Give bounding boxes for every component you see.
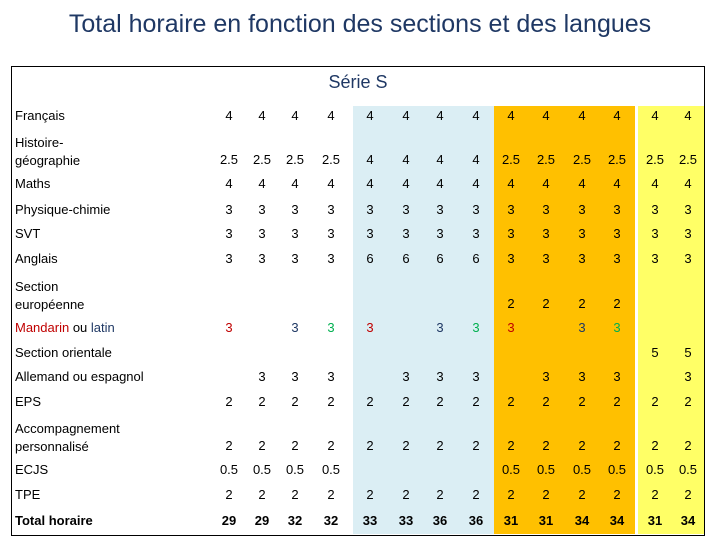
table-cell: 3 [258,202,266,217]
table-cell: 2 [366,487,374,502]
table-cell: 2 [436,394,444,409]
table-cell: 4 [542,176,550,191]
table-cell: 4 [402,176,410,191]
table-cell: 2 [578,296,586,311]
row-label: Français [15,108,65,123]
table-cell: 34 [680,513,696,528]
table-cell: 6 [436,251,444,266]
row-label-line: Histoire- [15,135,64,150]
table-cell: 3 [613,320,621,335]
table-cell: 5 [651,345,659,360]
table-cell: 3 [225,202,233,217]
table-cell: 31 [647,513,663,528]
table-cell: 4 [578,176,586,191]
table-cell: 3 [291,202,299,217]
table-cell: 4 [327,108,335,123]
table-cell: 4 [291,176,299,191]
table-cell: 2 [225,438,233,453]
table-cell: 3 [291,226,299,241]
table-cell: 3 [436,202,444,217]
table-cell: 34 [609,513,625,528]
table-cell: 4 [225,176,233,191]
table-cell: 3 [613,226,621,241]
row-label-line: Section [15,279,59,294]
table-cell: 0.5 [678,462,698,477]
table-cell: 3 [542,251,550,266]
table-cell: 2 [651,487,659,502]
table-cell: 4 [684,108,692,123]
table-cell: 2 [472,394,480,409]
table-cell: 3 [258,369,266,384]
table-cell: 3 [436,320,444,335]
table-cell: 2 [542,438,550,453]
table-cell: 2 [542,487,550,502]
table-cell: 2.5 [252,152,272,167]
table-cell: 6 [472,251,480,266]
table-cell: 4 [613,176,621,191]
table-cell: 32 [323,513,339,528]
table-cell: 2 [402,394,410,409]
table-cell: 4 [225,108,233,123]
row-label [15,319,115,337]
table-cell: 3 [651,226,659,241]
table-cell: 31 [538,513,554,528]
row-label [15,134,80,170]
table-cell: 2 [578,438,586,453]
table-cell: 0.5 [321,462,341,477]
table-cell: 2 [327,438,335,453]
table-cell: 4 [291,108,299,123]
table-cell: 3 [613,369,621,384]
mandarin-label: Mandarin [15,320,70,335]
table-cell: 5 [684,345,692,360]
table-cell: 33 [362,513,378,528]
table-cell: 2 [436,487,444,502]
table-cell: 2 [258,438,266,453]
row-label: Total horaire [15,513,93,528]
table-cell: 4 [258,176,266,191]
table-cell: 2 [684,394,692,409]
ou-label: ou [69,320,91,335]
table-cell: 2 [578,487,586,502]
table-cell: 2 [613,487,621,502]
table-cell: 4 [578,108,586,123]
table-cell: 3 [258,251,266,266]
table-cell: 2 [472,438,480,453]
table-cell: 0.5 [252,462,272,477]
table-cell: 2 [402,487,410,502]
table-cell: 6 [402,251,410,266]
row-label: Section orientale [15,345,112,360]
table-cell: 3 [578,369,586,384]
table-cell: 2 [684,487,692,502]
row-label [15,278,84,314]
table-cell: 2 [507,438,515,453]
table-cell: 4 [651,176,659,191]
table-cell: 2 [436,438,444,453]
table-cell: 32 [287,513,303,528]
table-cell: 3 [366,202,374,217]
table-cell: 3 [366,320,374,335]
table-cell: 3 [472,320,480,335]
table-cell: 3 [651,251,659,266]
row-label: ECJS [15,462,49,477]
row-label: Maths [15,176,51,191]
table-cell: 0.5 [607,462,627,477]
row-label: Anglais [15,251,58,266]
table-cell: 0.5 [536,462,556,477]
table-cell: 2 [225,487,233,502]
table-cell: 2 [327,394,335,409]
table-cell: 3 [542,202,550,217]
table-cell: 36 [432,513,448,528]
table-cell: 2.5 [536,152,556,167]
row-label: Physique-chimie [15,202,111,217]
table-cell: 3 [472,226,480,241]
table-cell: 3 [542,369,550,384]
table-cell: 3 [327,320,335,335]
table-cell: 0.5 [285,462,305,477]
table-cell: 3 [613,251,621,266]
table-cell: 2 [472,487,480,502]
table-cell: 2 [613,296,621,311]
row-label: Allemand ou espagnol [15,369,144,384]
table-cell: 4 [327,176,335,191]
table-cell: 2 [684,438,692,453]
table-cell: 3 [291,320,299,335]
table-cell: 2 [507,296,515,311]
table-cell: 3 [327,202,335,217]
table-cell: 3 [225,226,233,241]
table-cell: 3 [402,202,410,217]
table-cell: 2 [542,394,550,409]
table-cell: 0.5 [219,462,239,477]
row-label: SVT [15,226,41,241]
table-cell: 3 [327,226,335,241]
table-cell: 2 [507,394,515,409]
table-cell: 34 [574,513,590,528]
table-cell: 2.5 [501,152,521,167]
table-cell: 3 [291,369,299,384]
table-cell: 4 [366,108,374,123]
table-cell: 3 [436,226,444,241]
table-cell: 3 [402,226,410,241]
table-cell: 2 [613,438,621,453]
table-cell: 3 [684,202,692,217]
table-cell: 2 [542,296,550,311]
table-cell: 2.5 [678,152,698,167]
table-cell: 2 [291,438,299,453]
table-cell: 3 [507,251,515,266]
table-cell: 29 [254,513,270,528]
table-cell: 4 [436,108,444,123]
table-cell: 4 [436,152,444,167]
table-cell: 2.5 [219,152,239,167]
table-cell: 3 [684,226,692,241]
table-cell: 2 [366,438,374,453]
latin-label: latin [90,320,115,335]
table-cell: 4 [542,108,550,123]
table-cell: 2 [402,438,410,453]
table-cell: 3 [327,251,335,266]
table-cell: 3 [507,226,515,241]
table-cell: 4 [366,152,374,167]
table-cell: 29 [221,513,237,528]
table-cell: 4 [402,108,410,123]
table-cell: 4 [402,152,410,167]
table-cell: 3 [366,226,374,241]
table-cell: 2.5 [645,152,665,167]
table-cell: 4 [651,108,659,123]
serie-heading: Série S [328,72,388,92]
table-cell: 3 [327,369,335,384]
table-cell: 3 [578,251,586,266]
table-cell: 2.5 [607,152,627,167]
table-cell: 3 [402,369,410,384]
table-cell: 3 [472,369,480,384]
table-cell: 2 [651,394,659,409]
table-cell: 2 [507,487,515,502]
table-cell: 4 [472,176,480,191]
table-cell: 4 [436,176,444,191]
table-cell: 2.5 [285,152,305,167]
table-cell: 3 [225,320,233,335]
table-cell: 3 [651,202,659,217]
table-cell: 4 [507,176,515,191]
table-cell: 3 [225,251,233,266]
table-cell: 3 [542,226,550,241]
table-cell: 2 [291,487,299,502]
table-cell: 4 [507,108,515,123]
table-cell: 2 [651,438,659,453]
table-cell: 3 [436,369,444,384]
row-label: EPS [15,394,42,409]
table-cell: 4 [613,108,621,123]
row-label-line: géographie [15,153,81,168]
table-cell: 31 [503,513,519,528]
table-cell: 6 [366,251,374,266]
row-label: TPE [15,487,41,502]
table-cell: 36 [468,513,484,528]
table-cell: 4 [472,108,480,123]
table-cell: 3 [507,202,515,217]
table-cell: 2 [613,394,621,409]
table-cell: 2 [578,394,586,409]
table-cell: 0.5 [572,462,592,477]
table-cell: 3 [291,251,299,266]
table-cell: 2 [225,394,233,409]
table-cell: 3 [684,251,692,266]
table-cell: 4 [366,176,374,191]
row-label-line: personnalisé [15,439,89,454]
row-label-line: européenne [15,297,85,312]
table-cell: 3 [472,202,480,217]
table-cell: 4 [258,108,266,123]
row-label [15,420,120,456]
table-cell: 2 [291,394,299,409]
table-cell: 4 [472,152,480,167]
table-cell: 3 [578,226,586,241]
table-cell: 2.5 [572,152,592,167]
table-cell: 33 [398,513,414,528]
table-cell: 4 [684,176,692,191]
table-cell: 3 [507,320,515,335]
table-cell: 2 [258,394,266,409]
table-cell: 2 [327,487,335,502]
page-title: Total horaire en fonction des sections et des langues [68,10,652,38]
table-cell: 2 [366,394,374,409]
table-cell: 3 [578,202,586,217]
row-label-line: Accompagnement [15,421,120,436]
table-cell: 2.5 [321,152,341,167]
table-cell: 3 [684,369,692,384]
table-cell: 0.5 [501,462,521,477]
table-cell: 0.5 [645,462,665,477]
table-cell: 2 [258,487,266,502]
table-cell: 3 [258,226,266,241]
table-cell: 3 [613,202,621,217]
table-cell: 3 [578,320,586,335]
